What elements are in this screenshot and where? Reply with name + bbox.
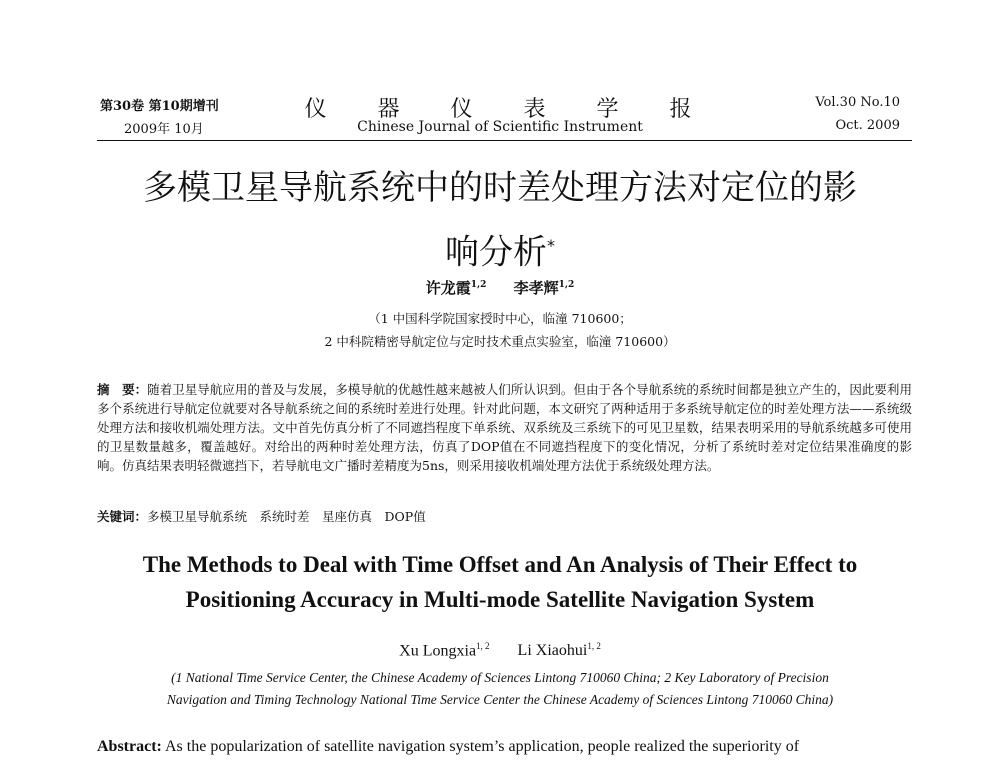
abstract-en-text: As the popularization of satellite navigation system’s application, people realized the superiority of xyxy=(165,738,800,755)
author-en-1: Xu Longxia xyxy=(399,642,477,660)
date-en: Oct. 2009 xyxy=(835,118,900,133)
header-rule xyxy=(97,140,912,141)
author-cn-2: 李孝辉 xyxy=(513,279,559,297)
keywords-cn-label: 关键词： xyxy=(97,509,148,524)
abstract-cn xyxy=(97,380,912,475)
abstract-cn-text: 随着卫星导航应用的普及与发展，多模导航的优越性越来越被人们所认识到。但由于各个导航系统的系统时间都是独立产生的，因此要利用多个系统进行导航定位就要对各导航系统之间的系统时差进行处理。针对此问题，本文研究了两种适用于多系统导航定位的时差处理方法——系统级处理方法和接收机端处理方法。文中首先仿真分析了不同遮挡程度下单系统、双系统及三系统下的可见卫星数，结果表明采用的导航系统越多可使用的卫星数量越多，覆盖越好。对给出的两种时差处理方法，仿真了DOP值在不同遮挡程度下的变化情况，分析了系统时差对定位结果准确度的影响。仿真结果表明轻微遮挡下，若导航电文广播时差精度为5ns，则采用接收机端处理方法优于系统级处理方法。 xyxy=(97,382,912,473)
title-en-line1: The Methods to Deal with Time Offset and An Analysis of Their Effect to xyxy=(142,552,858,577)
authors-en xyxy=(0,641,1000,660)
title-en-line2: Positioning Accuracy in Multi-mode Satellite Navigation System xyxy=(185,587,815,612)
title-cn-line2 xyxy=(80,216,920,282)
volume-issue-en: Vol.30 No.10 xyxy=(815,95,900,110)
volume-issue-cn: 第30卷 第10期增刊 xyxy=(100,99,219,114)
abstract-en xyxy=(97,738,912,756)
author-en-2-sup: 1, 2 xyxy=(587,641,601,651)
author-cn-2-sup: 1,2 xyxy=(558,280,575,290)
journal-name-cn: 仪 器 仪 表 学 报 xyxy=(304,97,714,122)
affiliation-cn-line2: 2 中科院精密导航定位与定时技术重点实验室，临潼 710600） xyxy=(324,334,676,349)
abstract-en-label: Abstract: xyxy=(97,738,162,755)
affiliation-en-line2: Navigation and Timing Technology National Time Service Center the Chinese Academy of Sciences Lintong 710060 China) xyxy=(166,692,834,707)
abstract-cn-label: 摘 要： xyxy=(97,382,148,397)
author-cn-1-sup: 1,2 xyxy=(470,280,487,290)
title-cn-line1: 多模卫星导航系统中的时差处理方法对定位的影 xyxy=(143,168,857,208)
title-cn-line2-text: 响分析 xyxy=(445,232,547,273)
author-en-1-sup: 1, 2 xyxy=(476,641,490,651)
title-footnote-mark: * xyxy=(547,236,555,255)
author-cn-1: 许龙霞 xyxy=(425,279,471,297)
affiliation-cn-line1: （1 中国科学院国家授时中心，临潼 710600； xyxy=(368,311,632,326)
author-en-2: Li Xiaohui xyxy=(517,642,588,660)
keywords-cn xyxy=(97,507,426,525)
keywords-cn-text: 多模卫星导航系统 系统时差 星座仿真 DOP值 xyxy=(147,509,426,524)
affiliation-en-line1: (1 National Time Service Center, the Chinese Academy of Sciences Lintong 710060 China; 2 Key Laboratory of Precision xyxy=(171,670,829,685)
authors-cn xyxy=(0,277,1000,298)
date-cn: 2009年 10月 xyxy=(124,122,204,137)
journal-name-en: Chinese Journal of Scientific Instrument xyxy=(357,119,643,135)
